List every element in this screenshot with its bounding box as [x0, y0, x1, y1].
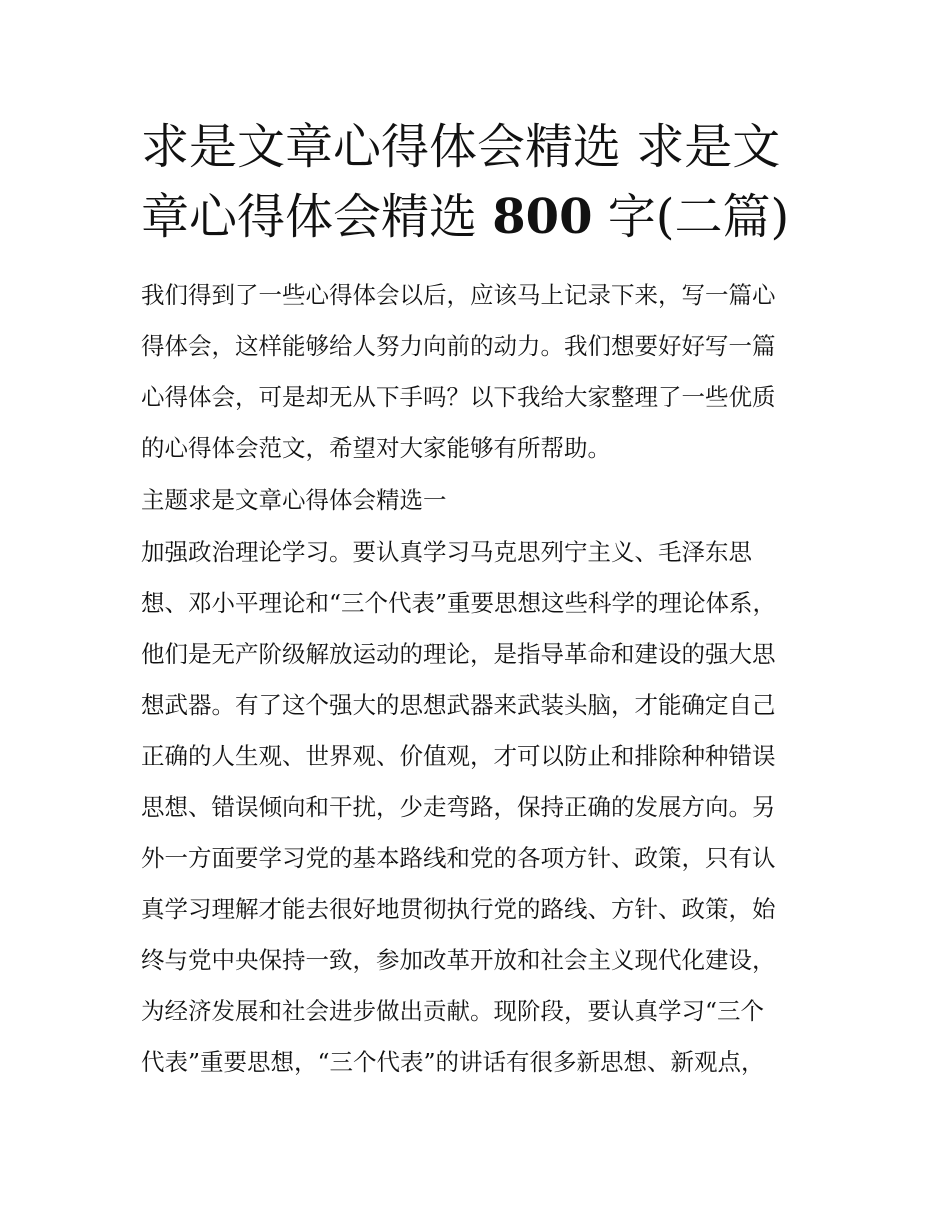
document-title: [141, 112, 816, 252]
body-line: 为经济发展和社会进步做出贡献。现阶段，要认真学习“三个: [141, 997, 765, 1025]
intro-line: 心得体会，可是却无从下手吗？以下我给大家整理了一些优质: [141, 383, 776, 411]
intro-line: 的心得体会范文，希望对大家能够有所帮助。: [141, 434, 611, 462]
body-line: 外一方面要学习党的基本路线和党的各项方针、政策，只有认: [141, 844, 776, 872]
title-line-2-number: 800: [492, 189, 593, 245]
body-line: 他们是无产阶级解放运动的理论，是指导革命和建设的强大思: [141, 640, 776, 668]
body-line: 想、邓小平理论和“三个代表”重要思想这些科学的理论体系，: [141, 589, 777, 617]
body-line: 终与党中央保持一致，参加改革开放和社会主义现代化建设，: [141, 946, 776, 974]
title-line-2-suffix: 字(二篇): [592, 189, 790, 245]
body-paragraph: [141, 527, 816, 1088]
body-line: 正确的人生观、世界观、价值观，才可以防止和排除种种错误: [141, 742, 776, 770]
document-page: [141, 112, 816, 1088]
body-line: 想武器。有了这个强大的思想武器来武装头脑，才能确定自己: [141, 691, 776, 719]
body-line: 代表”重要思想，“三个代表”的讲话有很多新思想、新观点，: [141, 1048, 765, 1076]
intro-line: 得体会，这样能够给人努力向前的动力。我们想要好好写一篇: [141, 332, 776, 360]
section-heading-text: 主题求是文章心得体会精选一: [141, 486, 447, 514]
body-line: 真学习理解才能去很好地贯彻执行党的路线、方针、政策，始: [141, 895, 776, 923]
intro-line: 我们得到了一些心得体会以后，应该马上记录下来，写一篇心: [141, 281, 776, 309]
body-line: 思想、错误倾向和干扰，少走弯路，保持正确的发展方向。另: [141, 793, 776, 821]
title-line-2-prefix: 章心得体会精选: [141, 189, 493, 245]
body-line: 加强政治理论学习。要认真学习马克思列宁主义、毛泽东思: [141, 538, 752, 566]
intro-paragraph: [141, 270, 816, 474]
section-heading: [141, 475, 816, 526]
title-line-1: 求是文章心得体会精选 求是文: [141, 119, 781, 175]
